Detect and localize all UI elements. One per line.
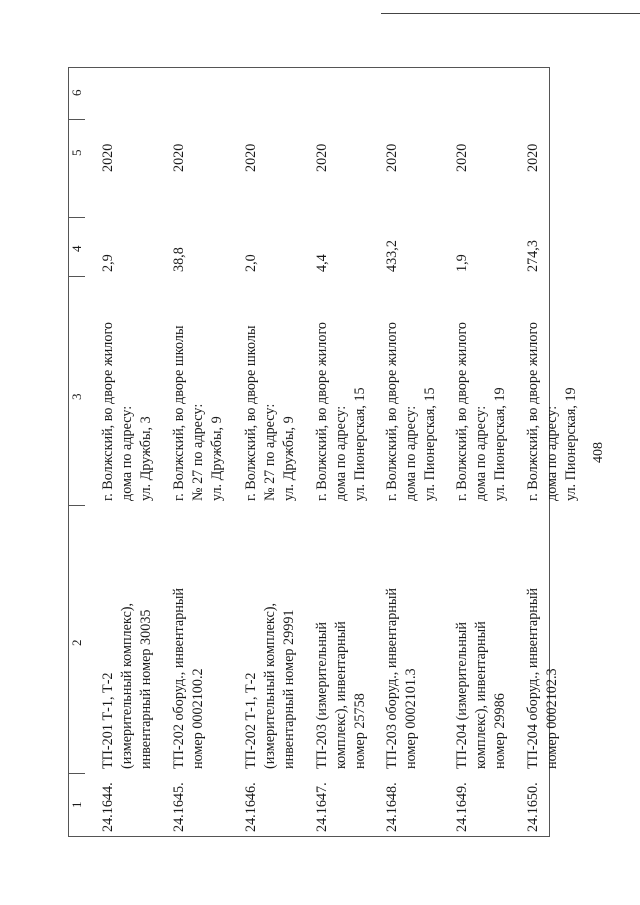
- object-year: 2020: [454, 143, 470, 172]
- object-address: г. Волжский, во дворе жилого дома по адресу: ул. Пионерская, 15: [384, 322, 438, 501]
- object-value: 433,2: [384, 240, 400, 272]
- object-name: ТП-201 Т-1, Т-2 (измерительный комплекс), инвентарный номер 30035: [100, 602, 154, 769]
- column-header-5: 5: [69, 149, 84, 156]
- table-row: [383, 68, 449, 836]
- column-divider: [69, 505, 85, 506]
- row-number: 24.1644.: [100, 782, 116, 832]
- column-header-3: 3: [69, 393, 84, 400]
- table-row: [524, 68, 590, 836]
- object-address: г. Волжский, во дворе школы № 27 по адресу: ул. Дружбы, 9: [243, 325, 297, 501]
- object-name: ТП-202 Т-1, Т-2 (измерительный комплекс), инвентарный номер 29991: [243, 602, 297, 769]
- row-number: 24.1645.: [171, 782, 187, 832]
- column-divider: [69, 773, 85, 774]
- object-year: 2020: [243, 143, 259, 172]
- object-name: ТП-204 оборуд., инвентарный номер 0002102.3: [525, 587, 560, 769]
- table-row: [170, 68, 236, 836]
- column-divider: [69, 217, 85, 218]
- object-year: 2020: [384, 143, 400, 172]
- object-year: 2020: [525, 143, 541, 172]
- row-number: 24.1650.: [525, 782, 541, 832]
- object-name: ТП-204 (измерительный комплекс), инвентарный номер 29986: [454, 621, 508, 769]
- table-header-row: [68, 68, 84, 836]
- object-address: г. Волжский, во дворе жилого дома по адресу: ул. Пионерская, 19: [454, 322, 508, 501]
- column-header-2: 2: [69, 639, 84, 646]
- column-header-6: 6: [69, 89, 84, 96]
- column-header-4: 4: [69, 245, 84, 252]
- object-value: 1,9: [454, 254, 470, 272]
- column-header-1: 1: [69, 801, 84, 808]
- column-divider: [69, 276, 85, 277]
- row-number: 24.1648.: [384, 782, 400, 832]
- row-number: 24.1649.: [454, 782, 470, 832]
- object-year: 2020: [100, 143, 116, 172]
- object-year: 2020: [171, 143, 187, 172]
- object-value: 2,0: [243, 254, 259, 272]
- table-row: [453, 68, 519, 836]
- object-address: г. Волжский, во дворе жилого дома по адресу: ул. Дружбы, 3: [100, 322, 154, 501]
- table-row: [313, 68, 379, 836]
- object-year: 2020: [314, 143, 330, 172]
- object-value: 38,8: [171, 247, 187, 272]
- page-number: 408: [591, 442, 606, 463]
- object-value: 4,4: [314, 254, 330, 272]
- object-name: ТП-202 оборуд., инвентарный номер 0002100.2: [171, 587, 206, 769]
- object-address: г. Волжский, во дворе жилого дома по адресу: ул. Пионерская, 15: [314, 322, 368, 501]
- object-value: 2,9: [100, 254, 116, 272]
- table-row: [242, 68, 308, 836]
- row-number: 24.1646.: [243, 782, 259, 832]
- column-divider: [69, 119, 85, 120]
- object-address: г. Волжский, во дворе школы № 27 по адресу: ул. Дружбы, 9: [171, 325, 225, 501]
- row-number: 24.1647.: [314, 782, 330, 832]
- object-name: ТП-203 оборуд., инвентарный номер 0002101.3: [384, 587, 419, 769]
- object-value: 274,3: [525, 240, 541, 272]
- table-row: [99, 68, 165, 836]
- property-table: [68, 67, 579, 837]
- object-address: г. Волжский, во дворе жилого дома по адресу: ул. Пионерская, 19: [525, 322, 579, 501]
- object-name: ТП-203 (измерительный комплекс), инвентарный номер 25758: [314, 621, 368, 769]
